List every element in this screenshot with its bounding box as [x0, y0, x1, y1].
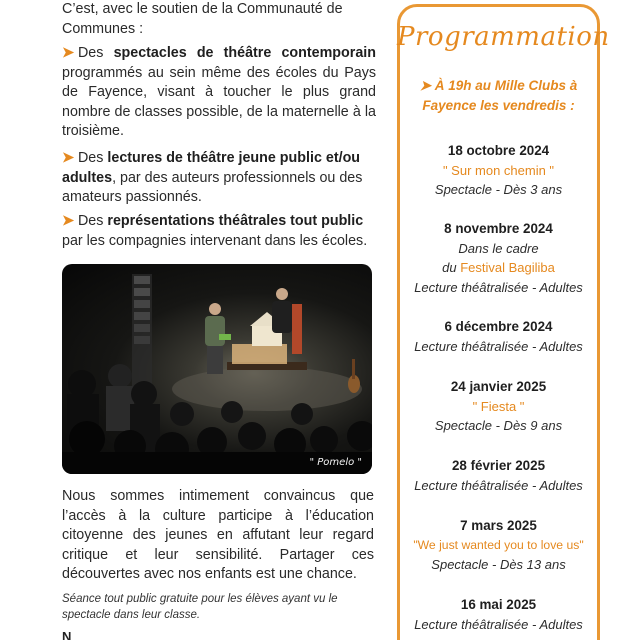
event-date: 6 décembre 2024: [444, 319, 553, 334]
conviction-paragraph: Nous sommes intimement convaincus que l’accès à la culture participe à l’éducation citoyenne des jeunes en affutant leur regard critique et leur sensibilité. Partager ces découvertes avec nos enfants est une chance.: [62, 488, 374, 583]
bullet-representations: ➤ Des représentations théâtrales tout public par les compagnies intervenant dans les écoles.: [62, 213, 368, 249]
event-item: [397, 516, 600, 575]
event-desc: Spectacle - Dès 13 ans: [431, 557, 566, 572]
event-desc: Lecture théâtralisée - Adultes: [414, 477, 583, 493]
performance-photo: [62, 264, 372, 474]
event-desc: Lecture théâtralisée - Adultes: [414, 616, 583, 632]
stage-scene-illustration: [62, 264, 372, 474]
arrow-icon: ➤: [62, 150, 74, 166]
programme-subtitle: ➤ À 19h au Mille Clubs à Fayence les vendredis :: [419, 78, 578, 113]
event-item: [397, 141, 600, 200]
bullet-bold: spectacles de théâtre contemporain: [113, 45, 376, 61]
event-item: [397, 317, 600, 356]
event-name: "We just wanted you to love us": [413, 537, 584, 552]
event-date: 16 mai 2025: [460, 597, 537, 612]
bullet-bold: représentations théâtrales tout public: [107, 213, 364, 229]
event-date: 7 mars 2025: [460, 518, 537, 533]
event-name: Festival Bagiliba: [460, 260, 555, 275]
event-item: 8 novembre 2024 Dans le cadre du Festival Bagiliba Lecture théâtralisée - Adultes: [397, 219, 600, 297]
truncated-text: N: [62, 629, 73, 640]
bullet-theatre-contemporain: ➤ Des spectacles de théâtre contemporain programmés au sein même des écoles du Pays de Fayence, visant à toucher le plus grand nombre de classes possible, de la maternelle à la troisième.: [62, 45, 376, 140]
event-item: [397, 595, 600, 634]
arrow-icon: ➤: [62, 45, 74, 61]
programme-title: Programmation: [397, 22, 610, 52]
event-name: " Sur mon chemin ": [442, 162, 555, 178]
event-desc: Lecture théâtralisée - Adultes: [414, 279, 583, 295]
event-desc: Spectacle - Dès 9 ans: [434, 418, 563, 433]
photo-caption: " Pomelo ": [309, 457, 362, 468]
free-session-note: Séance tout public gratuite pour les élèves ayant vu le spectacle dans leur classe.: [62, 593, 338, 621]
event-context: Dans le cadre: [458, 240, 539, 256]
event-date: 18 octobre 2024: [447, 143, 550, 158]
event-date: 28 février 2025: [451, 458, 546, 473]
bullet-bold: lectures de théâtre jeune public et/ou adultes: [62, 150, 361, 186]
bullet-lectures: ➤ Des lectures de théâtre jeune public et/ou adultes, par des auteurs professionnels ou des amateurs passionnés.: [62, 150, 363, 206]
event-item: [397, 377, 600, 436]
event-name: " Fiesta ": [472, 398, 525, 414]
intro-text: C’est, avec le soutien de la Communauté de Communes :: [62, 1, 343, 37]
event-date: 8 novembre 2024: [444, 221, 553, 236]
event-item: [397, 456, 600, 495]
event-desc: Spectacle - Dès 3 ans: [434, 182, 563, 197]
event-date: 24 janvier 2025: [450, 379, 547, 394]
event-desc: Lecture théâtralisée - Adultes: [414, 338, 583, 354]
arrow-icon: ➤: [62, 213, 74, 229]
